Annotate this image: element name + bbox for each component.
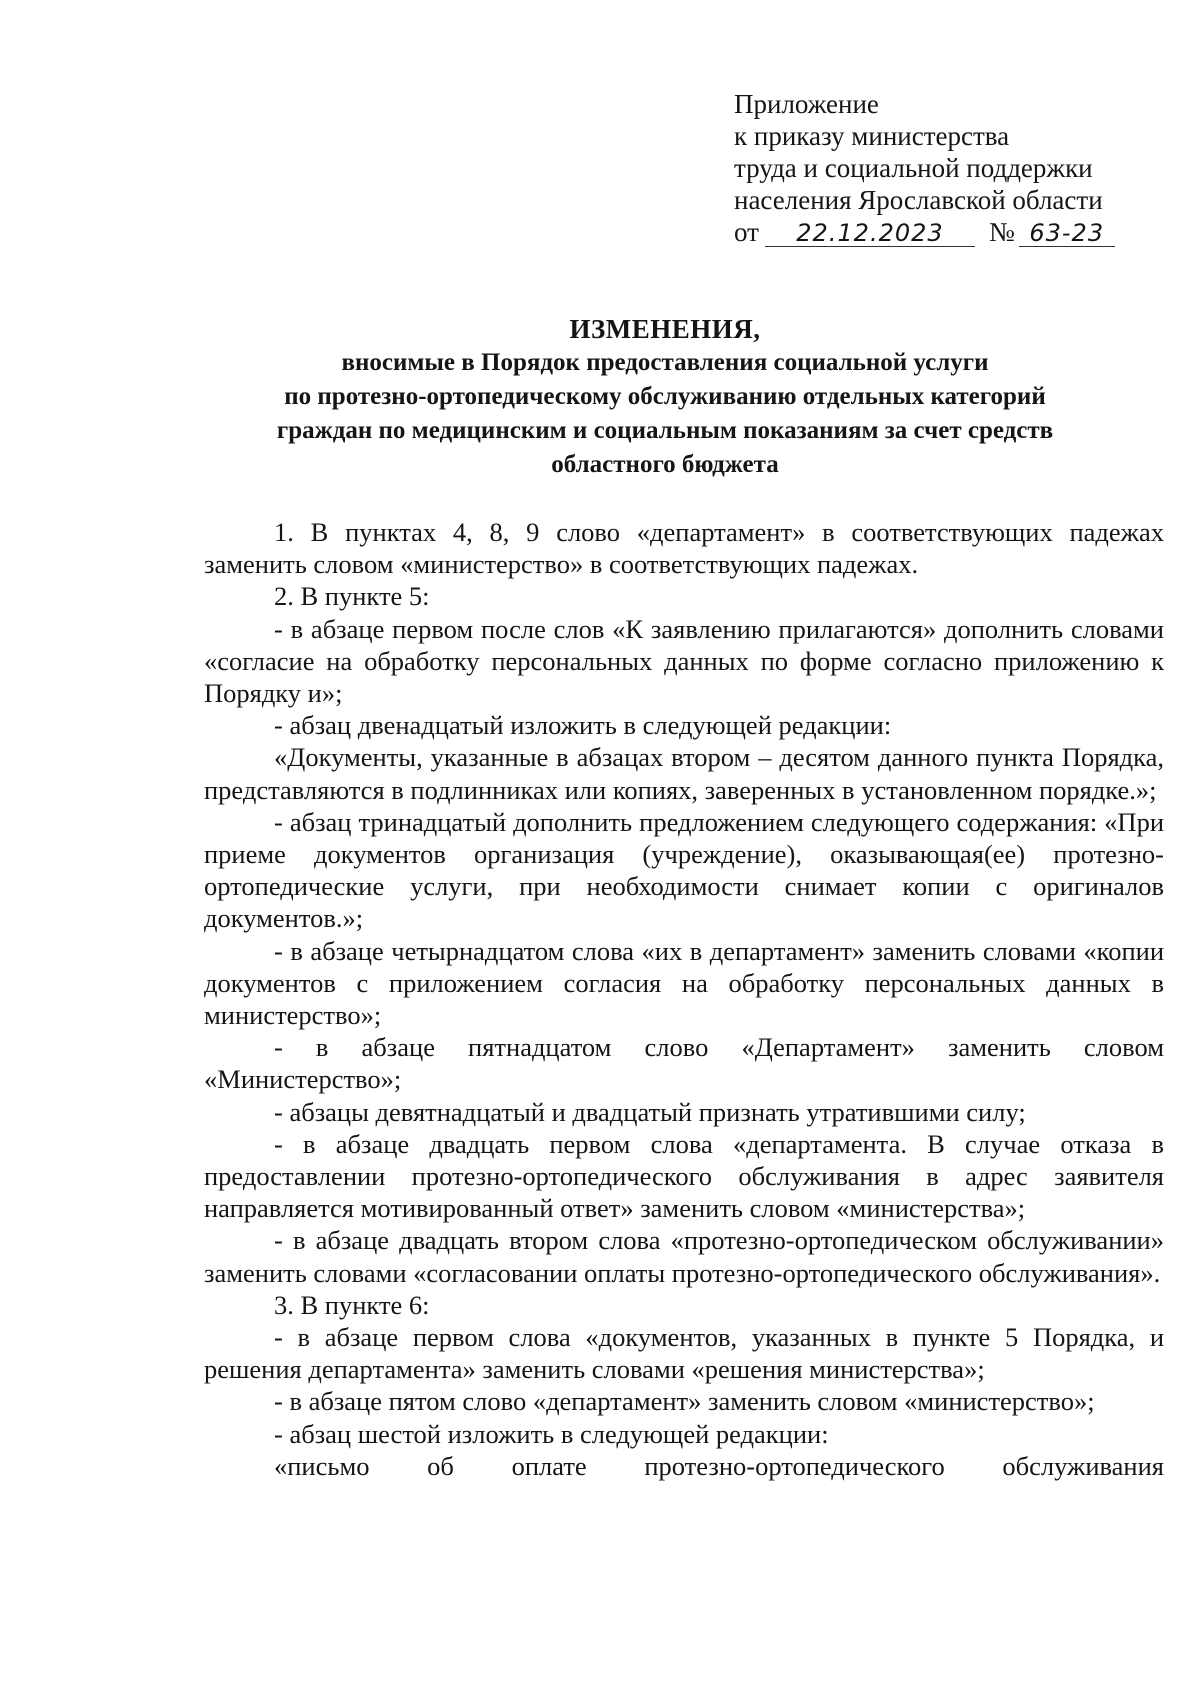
appendix-date-row xyxy=(734,216,1115,248)
date-handwritten: 22.12.2023 xyxy=(765,220,975,247)
appendix-line-4: населения Ярославской области xyxy=(734,185,1103,215)
title-line-3: граждан по медицинским и социальным показаниям за счет средств xyxy=(276,417,1054,444)
date-label: от xyxy=(734,217,759,247)
document-title xyxy=(200,312,1130,482)
number-label: № xyxy=(988,217,1015,247)
appendix-line-3: труда и социальной поддержки xyxy=(734,153,1093,183)
paragraph-10: - в абзаце двадцать первом слова «департамента. В случае отказа в предоставлении протезно-ортопедического обслуживания в адрес заявителя направляется мотивированный ответ» заменить словом «министерства»; xyxy=(204,1128,1164,1224)
appendix-line-2: к приказу министерства xyxy=(734,121,1010,151)
paragraph-5: «Документы, указанные в абзацах втором – десятом данного пункта Порядка, представляются в подлинниках или копиях, заверенных в установленном порядке.»; xyxy=(204,742,1164,805)
paragraph-9: - абзацы девятнадцатый и двадцатый признать утратившими силу; xyxy=(274,1096,1026,1127)
paragraph-15: - абзац шестой изложить в следующей редакции: xyxy=(274,1418,829,1449)
document-body xyxy=(204,516,1164,1482)
title-main: ИЗМЕНЕНИЯ, xyxy=(569,314,761,344)
paragraph-2: 2. В пункте 5: xyxy=(274,581,430,612)
paragraph-7: - в абзаце четырнадцатом слова «их в департамент» заменить словами «копии документов с приложением согласия на обработку персональных данных в министерство»; xyxy=(204,935,1164,1031)
title-line-1: вносимые в Порядок предоставления социальной услуги xyxy=(341,349,989,376)
appendix-line-1: Приложение xyxy=(734,89,879,119)
paragraph-13: - в абзаце первом слова «документов, указанных в пункте 5 Порядка, и решения департамента» заменить словами «решения министерства»; xyxy=(204,1322,1164,1385)
paragraph-11: - в абзаце двадцать втором слова «протезно-ортопедическом обслуживании» заменить словами «согласовании оплаты протезно-ортопедического обслуживания». xyxy=(204,1225,1164,1288)
title-line-4: областного бюджета xyxy=(551,451,779,478)
number-handwritten: 63-23 xyxy=(1019,220,1115,247)
paragraph-6: - абзац тринадцатый дополнить предложением следующего содержания: «При приеме документов организация (учреждение), оказывающая(ее) протезно-ортопедические услуги, при необходимости снимает копии с оригиналов документов.»; xyxy=(204,806,1164,934)
paragraph-1: 1. В пунктах 4, 8, 9 слово «департамент» в соответствующих падежах заменить словом «министерство» в соответствующих падежах. xyxy=(204,517,1164,580)
appendix-header xyxy=(734,88,1115,248)
paragraph-16: «письмо об оплате протезно-ортопедического обслуживания xyxy=(274,1450,1164,1481)
paragraph-14: - в абзаце пятом слово «департамент» заменить словом «министерство»; xyxy=(274,1386,1095,1417)
paragraph-4: - абзац двенадцатый изложить в следующей редакции: xyxy=(274,710,892,741)
paragraph-3: - в абзаце первом после слов «К заявлению прилагаются» дополнить словами «согласие на обработку персональных данных по форме согласно приложению к Порядку и»; xyxy=(204,613,1164,709)
paragraph-12: 3. В пункте 6: xyxy=(274,1289,430,1320)
paragraph-8: - в абзаце пятнадцатом слово «Департамент» заменить словом «Министерство»; xyxy=(204,1032,1164,1095)
title-line-2: по протезно-ортопедическому обслуживанию отдельных категорий xyxy=(284,383,1046,410)
